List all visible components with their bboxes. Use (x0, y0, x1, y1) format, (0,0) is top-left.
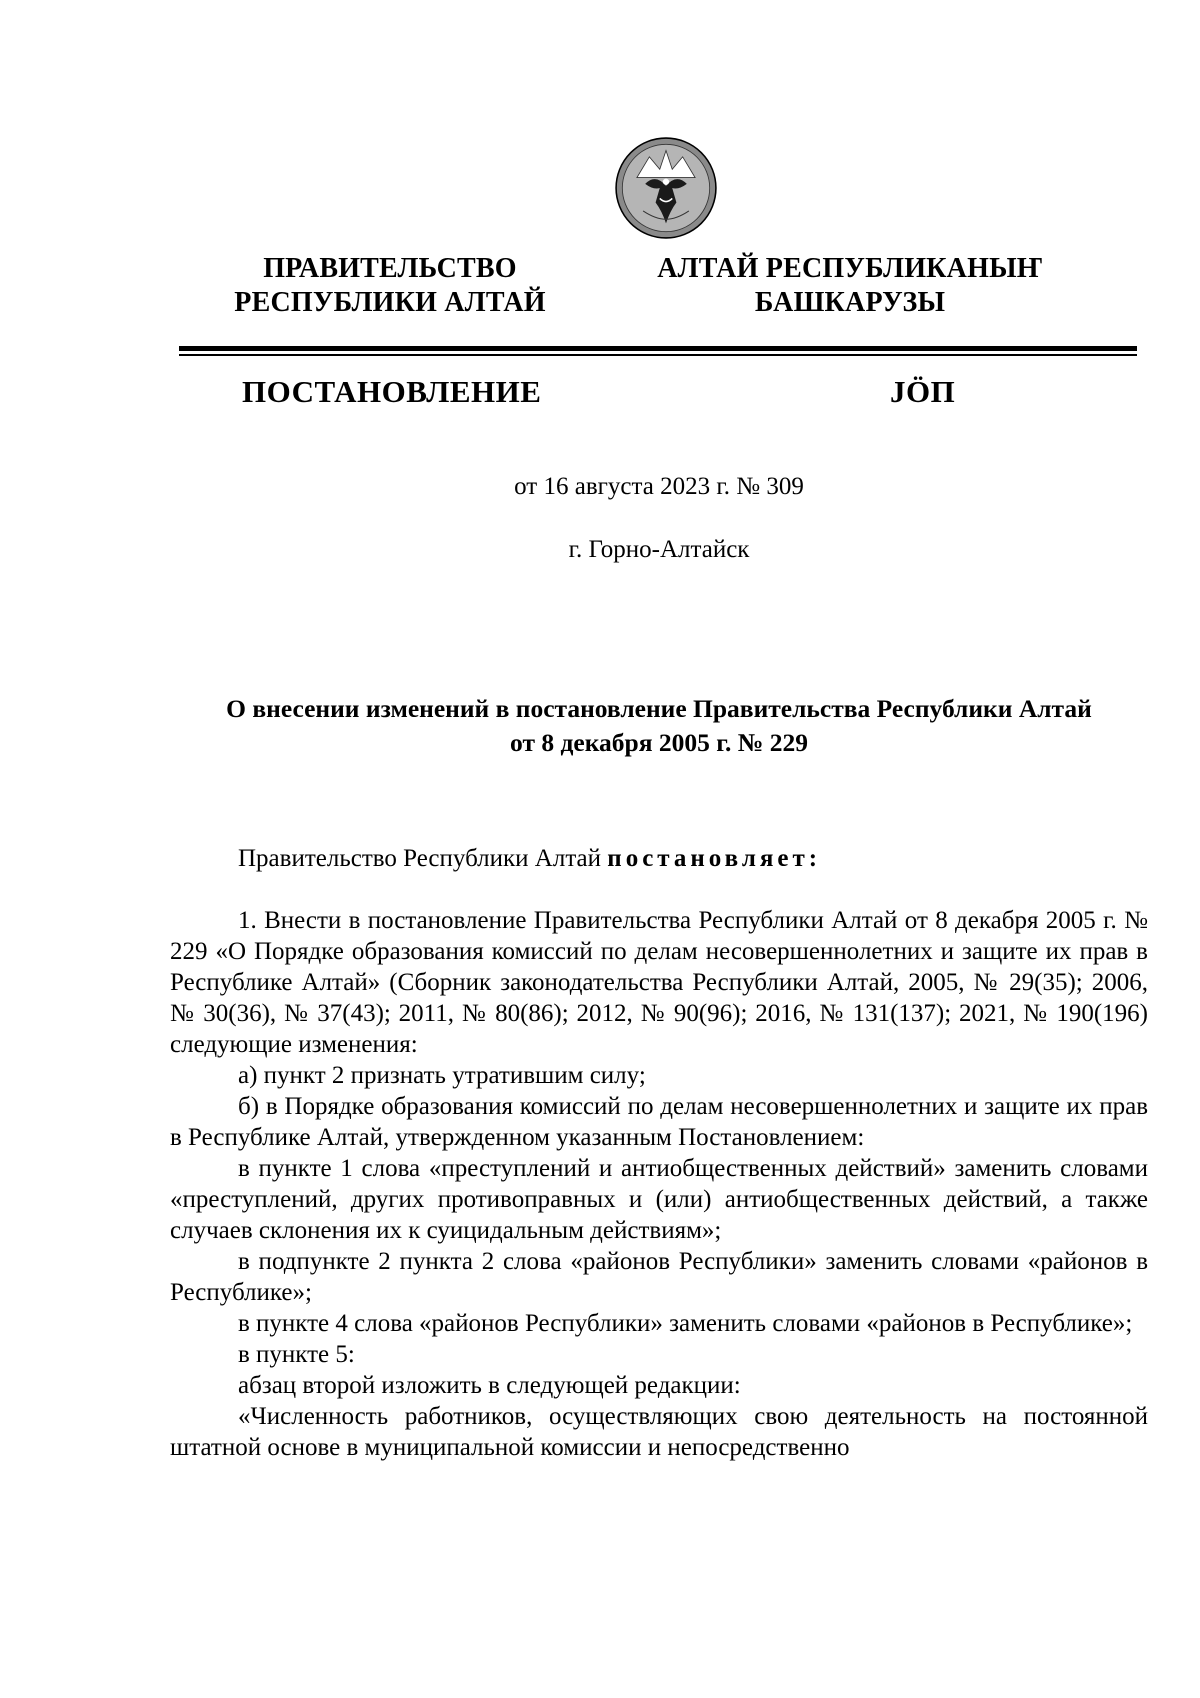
body-paragraph: в подпункте 2 пункта 2 слова «районов Республики» заменить словами «районов в Республике»; (170, 1248, 1148, 1306)
left-organization-name (180, 252, 600, 320)
body-paragraph: в пункте 1 слова «преступлений и антиобщественных действий» заменить словами «преступлений, других противоправных и (или) антиобщественных действий, а также случаев склонения их к суицидальным действиям»; (170, 1155, 1148, 1244)
document-city: г. Горно-Алтайск (568, 536, 750, 563)
right-org-line1: АЛТАЙ РЕСПУБЛИКАНЫҤ (657, 253, 1043, 284)
document-title-line2: от 8 декабря 2005 г. № 229 (510, 728, 808, 757)
header-divider-thick (179, 346, 1137, 351)
altai-coat-of-arms-icon (614, 136, 718, 240)
document-body (170, 843, 1148, 1463)
body-paragraph: в пункте 5: (238, 1341, 355, 1368)
intro-emphasis: постановляет: (607, 845, 822, 872)
document-date-number: от 16 августа 2023 г. № 309 (514, 473, 804, 500)
header-divider-thin (179, 354, 1137, 356)
document-title-line1: О внесении изменений в постановление Правительства Республики Алтай (226, 694, 1092, 723)
intro-text: Правительство Республики Алтай (238, 845, 608, 872)
right-organization-name (640, 252, 1060, 320)
right-org-line2: БАШКАРУЗЫ (754, 287, 946, 318)
body-paragraph: абзац второй изложить в следующей редакции: (238, 1372, 741, 1399)
document-title (170, 692, 1148, 760)
document-type-alt: JӦП (890, 374, 956, 409)
left-org-line1: ПРАВИТЕЛЬСТВО (263, 253, 517, 284)
intro-paragraph (170, 843, 1148, 874)
document-type-ru: ПОСТАНОВЛЕНИЕ (242, 374, 542, 409)
body-paragraph: в пункте 4 слова «районов Республики» заменить словами «районов в Республике»; (238, 1310, 1133, 1337)
body-paragraph: 1. Внести в постановление Правительства Республики Алтай от 8 декабря 2005 г. № 229 «О Порядке образования комиссий по делам несовершеннолетних и защите их прав в Республике Алтай» (Сборник законодательства Республики Алтай, 2005, № 29(35); 2006, № 30(36), № 37(43); 2011, № 80(86); 2012, № 90(96); 2016, № 131(137); 2021, № 190(196) следующие изменения: (170, 907, 1148, 1058)
left-org-line2: РЕСПУБЛИКИ АЛТАЙ (234, 287, 546, 318)
body-paragraph: а) пункт 2 признать утратившим силу; (238, 1062, 646, 1089)
body-paragraph: б) в Порядке образования комиссий по делам несовершеннолетних и защите их прав в Республике Алтай, утвержденном указанным Постановлением: (170, 1093, 1148, 1151)
body-paragraph: «Численность работников, осуществляющих свою деятельность на постоянной штатной основе в муниципальной комиссии и непосредственно (170, 1403, 1148, 1461)
